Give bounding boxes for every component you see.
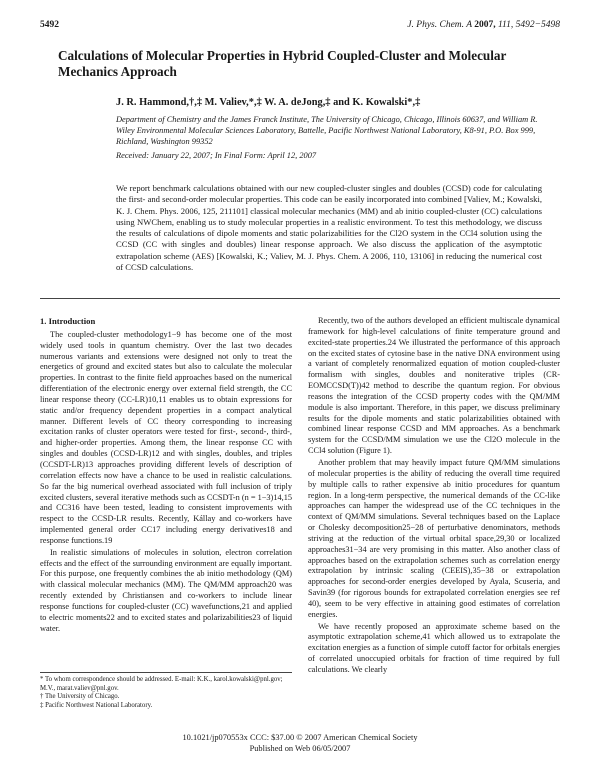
- published-date: Published on Web 06/05/2007: [249, 743, 351, 753]
- footnote-dagger: † The University of Chicago.: [40, 693, 120, 701]
- journal-year: 2007,: [474, 20, 496, 30]
- page-footer: [0, 733, 600, 754]
- received-dates: Received: January 22, 2007; In Final Form: April 12, 2007: [116, 151, 317, 160]
- right-column: [308, 316, 560, 676]
- footnote-divider: [40, 672, 292, 673]
- running-header: [40, 20, 560, 34]
- paragraph: We have recently proposed an approximate scheme based on the asymptotic extrapolation scheme,41 which allowed us to extrapolate the excitation energies as a function of simple cutoff factor for orbitals energies of correlated unoccupied orbitals for fraction of time required by full calculations. We clearly: [308, 621, 560, 674]
- article-title: Calculations of Molecular Properties in Hybrid Coupled-Cluster and Molecular Mechanics Approach: [58, 48, 507, 79]
- doi-citation: 10.1021/jp070553x CCC: $37.00 © 2007 American Chemical Society: [182, 733, 418, 742]
- footnote-corresponding: * To whom correspondence should be addressed. E-mail: K.K., karol.kowalski@pnl.gov; M.V., marat.valiev@pnl.gov.: [40, 676, 283, 692]
- paragraph: In realistic simulations of molecules in solution, electron correlation effects and the effect of the surrounding environment are equally important. For this purpose, one frequently combines the ab initio methodology (QM) with classical molecular mechanics (MM). The QM/MM approach20 was recently extended by Christiansen and co-workers to include linear response functions for coupled-cluster (CC) wavefunctions,21 and applied to electric moments22 and to excited states and polarizabilities23 of liquid water.: [40, 547, 292, 633]
- left-column: [40, 316, 292, 634]
- footnotes: [40, 676, 292, 710]
- journal-citation: [407, 20, 560, 30]
- author-list: J. R. Hammond,†,‡ M. Valiev,*,‡ W. A. deJong,‡ and K. Kowalski*,‡: [116, 97, 421, 108]
- section-heading: 1. Introduction: [40, 316, 96, 326]
- author-affiliation: Department of Chemistry and the James Franck Institute, The University of Chicago, Chicago, Illinois 60637, and William R. Wiley Environmental Molecular Sciences Laboratory, Battelle, Pacific Northwest National Laboratory, K8-91, P.O. Box 999, Richland, Washington 99352: [116, 115, 538, 146]
- page-number: 5492: [40, 20, 59, 30]
- abstract: We report benchmark calculations obtained with our new coupled-cluster singles and doubles (CCSD) code for calculating the first- and second-order molecular properties. This code can be easily incorporated into combined [Valiev, M.; Kowalski, K. J. Chem. Phys. 2006, 125, 211101] classical molecular mechanics (MM) and ab initio coupled-cluster (CC) calculations using NWChem, enabling us to study molecular properties in a realistic environment. To test this methodology, we discuss the results of calculations of dipole moments and static polarizabilities for the Cl2O system in the CCl4 solution using the CCSD (CC with singles and doubles) linear response approach. We also discuss the application of the asymptotic extrapolation scheme (AES) [Kowalski, K.; Valiev, M. J. Phys. Chem. A 2006, 110, 13106] in reducing the numerical cost of CCSD calculations.: [116, 183, 542, 273]
- paragraph: Another problem that may heavily impact future QM/MM simulations of molecular properties is the ability of reducing the overall time required by multiple calls to rather expensive ab initio procedures for quantum region. In a long-term perspective, the numerical demands of the CC-like approaches can hamper the widespread use of the CC techniques in the context of QM/MM simulations. Several techniques based on the Laplace or Cholesky decomposition25−28 of perturbative denominators, methods striving at the reduction of the virtual orbital space,29,30 or localized approaches31−34 are very promising in this matter. Also another class of approaches based on the extrapolation schemes such as correlation energy extrapolation by intrinsic scaling (CEEIS),35−38 or extrapolation approaches for second-order energies developed by Ayala, Scuseria, and Savin39 (for rigorous bounds for extrapolated correlation energies see ref 40), seem to be very effective in attaining good estimates of correlation energies.: [308, 457, 560, 619]
- paragraph: Recently, two of the authors developed an efficient multiscale dynamical framework for high-level calculations of finite temperature ground and excited-state properties.24 We illustrated the performance of this approach on the excited states of cytosine base in the native DNA environment using a variant of completely renormalized equation of motion coupled-cluster formalism with singles, doubles and noniterative triples (CR-EOMCCSD(T))42 method to describe the quantum region. For obvious reasons the integration of the CCSD property codes with the QM/MM module is also important. Therefore, in this paper, we discuss preliminary results for the dipole moments and static polarizabilities obtained with combined linear response CCSD and MM approaches. As a benchmark system for the CCSD/MM simulation we use the Cl2O molecule in the CCl4 solution (Figure 1).: [308, 316, 560, 456]
- journal-volume-pages: 111, 5492−5498: [497, 20, 560, 30]
- footnote-ddagger: ‡ Pacific Northwest National Laboratory.: [40, 701, 153, 709]
- journal-name: J. Phys. Chem. A: [407, 20, 472, 30]
- abstract-divider: [40, 298, 560, 299]
- paragraph: The coupled-cluster methodology1−9 has become one of the most widely used tools in quantum chemistry. Over the last two decades numerous variants and extensions were designed not only to treat the energetics of ground and excited states but also to calculate the molecular properties. In contrast to the finite field approaches based on the numerical differentiation of the electronic energy over external field strength, the CC linear response theory (CC-LR)10,11 enables us to obtain expressions for static and/or frequency dependent properties in a compact analytical manner. Different levels of CC theory corresponding to increasing excitation ranks of cluster operators were tested for first-, second-, third-, and higher-order properties. Among them, the linear response CC with singles and doubles (CCSD-LR)12 and with singles, doubles, and triples (CCSDT-LR)13 approaches providing different levels of description of correlation effects now have a chance to be used in realistic calculations. So far the big numerical overhead associated with full inclusion of triply excited clusters, several iterative methods such as CCSDT-n (n = 1−3)14,15 and CC316 have been tested, leading to consistent improvements with respect to the CCSD-LR results. Recently, Kállay and co-workers have implemented general order CC17 including energy derivatives18 and response functions.19: [40, 329, 292, 545]
